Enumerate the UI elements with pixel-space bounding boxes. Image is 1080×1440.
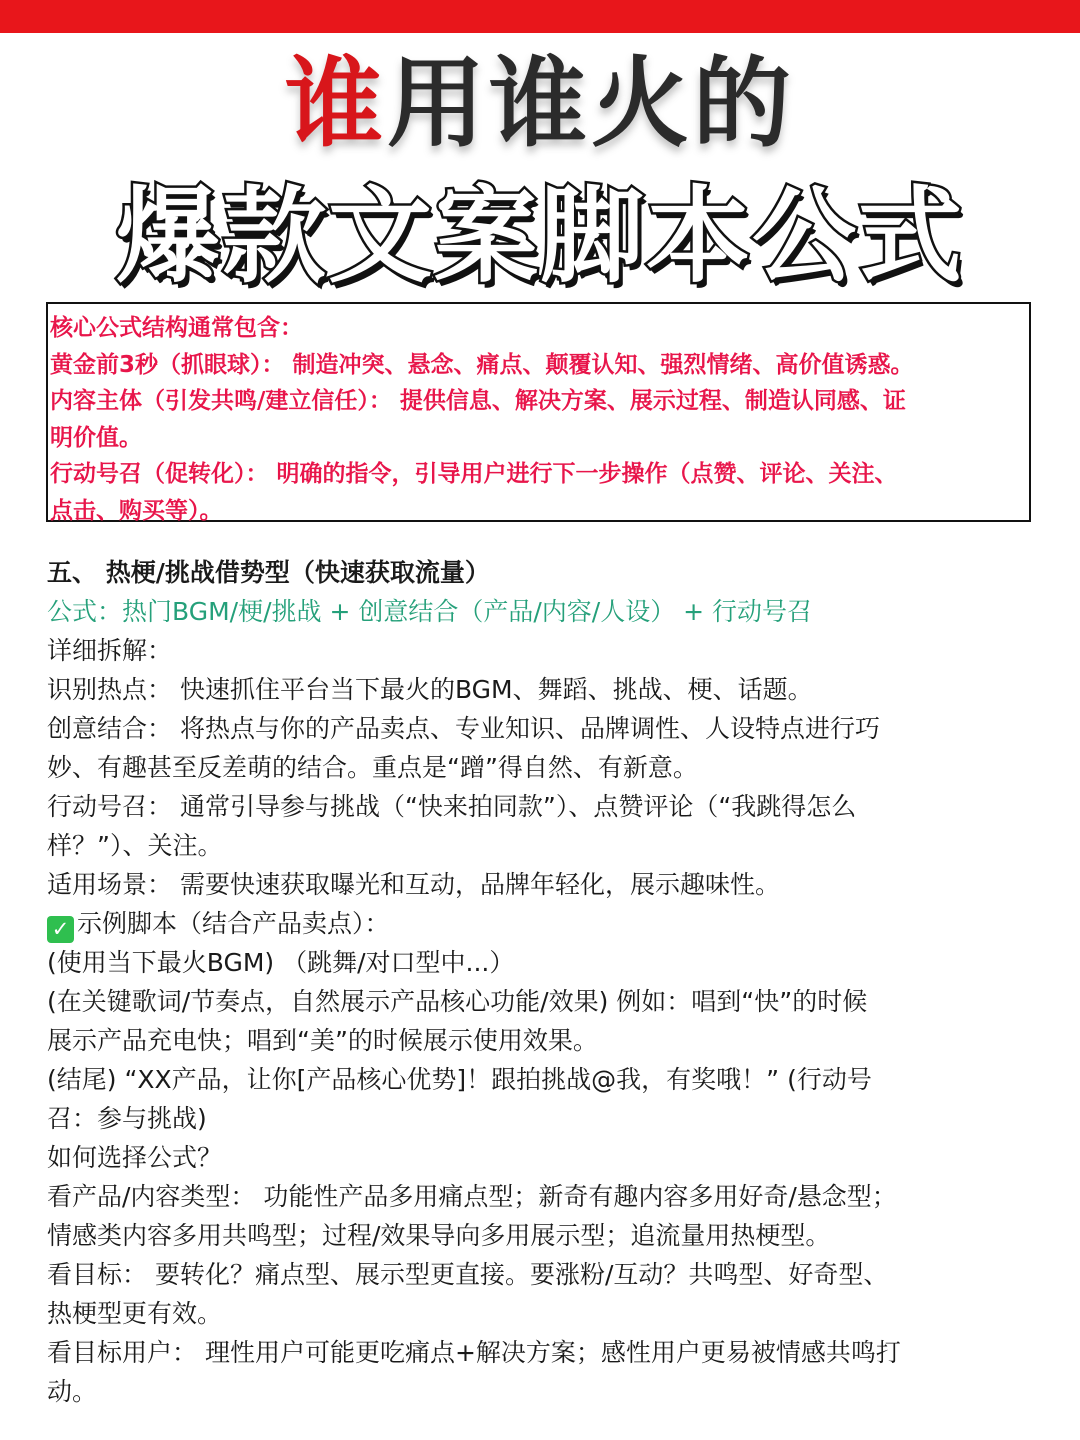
- formula-box-line: 内容主体（引发共鸣/建立信任）： 提供信息、解决方案、展示过程、制造认同感、证: [50, 388, 906, 414]
- body-line: 行动号召： 通常引导参与挑战（“快来拍同款”）、点赞评论（“我跳得怎么: [47, 792, 857, 821]
- example-label-row: [47, 904, 1037, 943]
- body-line: 创意结合： 将热点与你的产品卖点、专业知识、品牌调性、人设特点进行巧: [47, 714, 880, 743]
- formula-box-line: 黄金前3秒（抓眼球）： 制造冲突、悬念、痛点、颠覆认知、强烈情绪、高价值诱惑。: [50, 351, 914, 378]
- body-line: 识别热点： 快速抓住平台当下最火的BGM、舞蹈、挑战、梗、话题。: [47, 675, 813, 704]
- script-line: 看目标用户： 理性用户可能更吃痛点+解决方案；感性用户更易被情感共鸣打: [47, 1338, 901, 1367]
- script-line: 召：参与挑战): [47, 1104, 207, 1133]
- top-accent-bar: [0, 0, 1080, 33]
- script-line: 看产品/内容类型： 功能性产品多用痛点型；新奇有趣内容多用好奇/悬念型；: [47, 1182, 897, 1211]
- title-line-1: [0, 44, 1080, 164]
- title-line-2: 爆款文案脚本公式: [115, 175, 964, 297]
- script-line: 如何选择公式？: [47, 1143, 223, 1172]
- main-content: [47, 553, 1037, 1411]
- body-line: 适用场景： 需要快速获取曝光和互动，品牌年轻化，展示趣味性。: [47, 870, 780, 899]
- core-formula-box: [46, 302, 1031, 522]
- formula-box-line: 点击、购买等）。: [50, 497, 223, 524]
- script-line: 热梗型更有效。: [47, 1299, 223, 1328]
- script-line: 动。: [47, 1377, 98, 1406]
- formula-box-line: 行动号召（促转化）： 明确的指令，引导用户进行下一步操作（点赞、评论、关注、: [50, 461, 898, 487]
- title-line-1-rest: 用谁火的: [387, 47, 796, 161]
- script-line: 看目标： 要转化？痛点型、展示型更直接。要涨粉/互动？共鸣型、好奇型、: [47, 1260, 889, 1289]
- check-mark-icon: ✓: [47, 916, 74, 943]
- body-line: 妙、有趣甚至反差萌的结合。重点是“蹭”得自然、有新意。: [47, 753, 698, 782]
- section-formula: 公式：热门BGM/梗/挑战 + 创意结合（产品/内容/人设） + 行动号召: [47, 597, 813, 626]
- title-accent-char: 谁: [284, 47, 387, 161]
- body-line: 详细拆解：: [47, 636, 173, 665]
- script-line: (使用当下最火BGM) （跳舞/对口型中...）: [47, 948, 515, 977]
- body-line: 样？”）、关注。: [47, 831, 223, 860]
- script-line: (在关键歌词/节奏点，自然展示产品核心功能/效果) 例如：唱到“快”的时候: [47, 987, 868, 1016]
- section-heading: 五、 热梗/挑战借势型（快速获取流量）: [47, 558, 490, 587]
- script-line: 展示产品充电快；唱到“美”的时候展示使用效果。: [47, 1026, 598, 1055]
- script-line: (结尾) “XX产品，让你[产品核心优势]！跟拍挑战@我，有奖哦！” (行动号: [47, 1065, 872, 1094]
- formula-box-line: 明价值。: [50, 424, 142, 451]
- formula-box-line: 核心公式结构通常包含：: [50, 315, 303, 341]
- example-label: 示例脚本（结合产品卖点）：: [77, 909, 390, 938]
- script-line: 情感类内容多用共鸣型；过程/效果导向多用展示型；追流量用热梗型。: [47, 1221, 831, 1250]
